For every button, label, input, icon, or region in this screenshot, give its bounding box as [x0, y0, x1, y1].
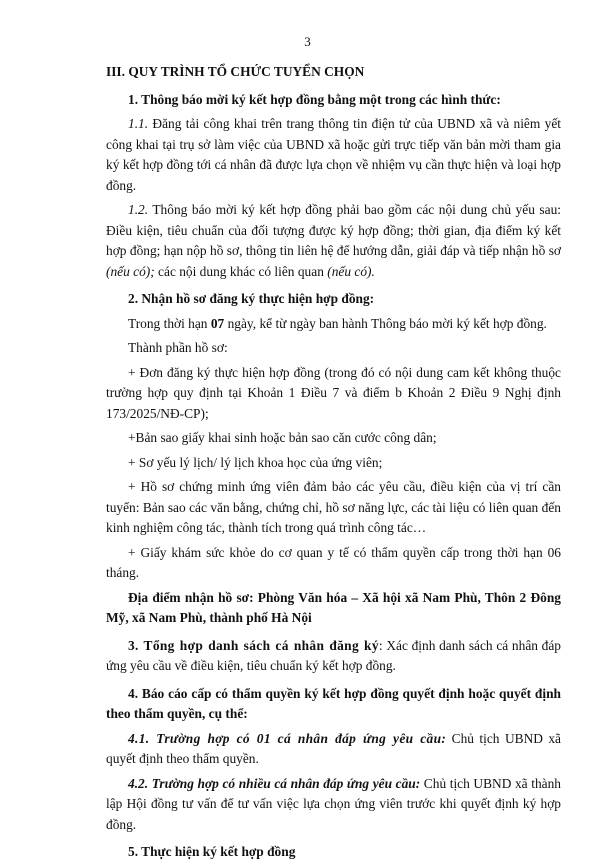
s4-case-1-text: Chủ tịch UBND xã quyết định theo thẩm quyền. — [106, 730, 562, 766]
s3-heading: 3. Tổng hợp danh sách cá nhân đăng ký — [128, 637, 379, 653]
s2-deadline-post: ngày, kể từ ngày ban hành Thông báo mời ký kết hợp đồng. — [224, 315, 547, 331]
s2-item-2: +Bản sao giấy khai sinh hoặc bản sao căn cước công dân; — [128, 430, 437, 445]
s4-heading: 4. Báo cáo cấp có thẩm quyền ký kết hợp đồng quyết định hoặc quyết định theo thẩm quyền, cụ thể: — [106, 685, 561, 721]
s1-p1-number: 1.1. — [128, 116, 149, 131]
s1-p1-text: Đăng tải công khai trên trang thông tin điện tử của UBND xã và niêm yết công khai tại trụ sở làm việc của UBND xã hoặc gửi trực tiếp văn bản mời tham gia ký kết hợp đồng tới cá nhân đã được lựa chọn về nhiệm vụ cần thực hiện và loại hợp đồng. — [106, 116, 561, 193]
section-title: III. QUY TRÌNH TỔ CHỨC TUYỂN CHỌN — [106, 64, 365, 79]
s2-item-5: + Giấy khám sức khỏe do cơ quan y tế có thẩm quyền cấp trong thời hạn 06 tháng. — [106, 544, 561, 580]
s3-paragraph — [106, 636, 561, 677]
s2-item-4: + Hồ sơ chứng minh ứng viên đảm bảo các yêu cầu, điều kiện của vị trí cần tuyển: Bản sao các văn bằng, chứng chỉ, hồ sơ năng lực, các tài liệu có liên quan đến kinh nghiệm công tác, thành tích trong quá trình công tác… — [106, 479, 561, 535]
s1-heading: 1. Thông báo mời ký kết hợp đồng bằng một trong các hình thức: — [128, 91, 501, 107]
s2-deadline-pre: Trong thời hạn — [128, 315, 211, 331]
s5-heading: 5. Thực hiện ký kết hợp đồng — [128, 844, 296, 859]
s2-item-1: + Đơn đăng ký thực hiện hợp đồng (trong đó có nội dung cam kết không thuộc trường hợp quy định tại Khoản 1 Điều 7 và điểm b Khoản 2 Điều 9 Nghị định 173/2025/NĐ-CP); — [106, 364, 561, 421]
s1-p2-mid: các nội dung khác có liên quan — [154, 263, 328, 279]
s4-case-2 — [106, 774, 561, 836]
s4-case-1 — [106, 729, 561, 770]
s1-p2-if-1: (nếu có); — [106, 263, 155, 279]
s2-deadline — [106, 314, 561, 335]
document-body — [106, 62, 561, 863]
s4-case-2-text: Chủ tịch UBND xã thành lập Hội đồng tư vấn để tư vấn việc lựa chọn ứng viên trước khi quyết định ký hợp đồng. — [106, 775, 561, 832]
s3-text: : Xác định danh sách cá nhân đáp ứng yêu cầu về điều kiện, tiêu chuẩn ký kết hợp đồng. — [106, 637, 561, 673]
s2-components-label: Thành phần hồ sơ: — [128, 340, 228, 355]
s2-deadline-days: 07 — [210, 315, 225, 331]
s4-case-1-label: 4.1. Trường hợp có 01 cá nhân đáp ứng yêu cầu: — [128, 730, 447, 746]
s1-paragraph-2 — [106, 200, 561, 282]
s1-p2-if-2: (nếu có). — [327, 263, 375, 279]
s2-heading: 2. Nhận hồ sơ đăng ký thực hiện hợp đồng: — [128, 291, 375, 306]
s1-p2-text: Thông báo mời ký kết hợp đồng phải bao gồm các nội dung chủ yếu sau: Điều kiện, tiêu chuẩn của đối tượng được ký hợp đồng; thời gian, địa điểm ký kết hợp đồng; hạn nộp hồ sơ, thông tin liên hệ để hướng dẫn, giải đáp và tiếp nhận hồ sơ — [106, 202, 561, 258]
s1-p2-number: 1.2. — [128, 202, 149, 217]
s1-paragraph-1 — [106, 114, 561, 196]
s4-case-2-label: 4.2. Trường hợp có nhiều cá nhân đáp ứng yêu cầu: — [128, 775, 421, 791]
s2-location: Địa điểm nhận hồ sơ: Phòng Văn hóa – Xã hội xã Nam Phù, Thôn 2 Đông Mỹ, xã Nam Phù, thành phố Hà Nội — [106, 589, 561, 625]
page-number: 3 — [304, 34, 311, 49]
s2-item-3: + Sơ yếu lý lịch/ lý lịch khoa học của ứng viên; — [128, 454, 383, 470]
